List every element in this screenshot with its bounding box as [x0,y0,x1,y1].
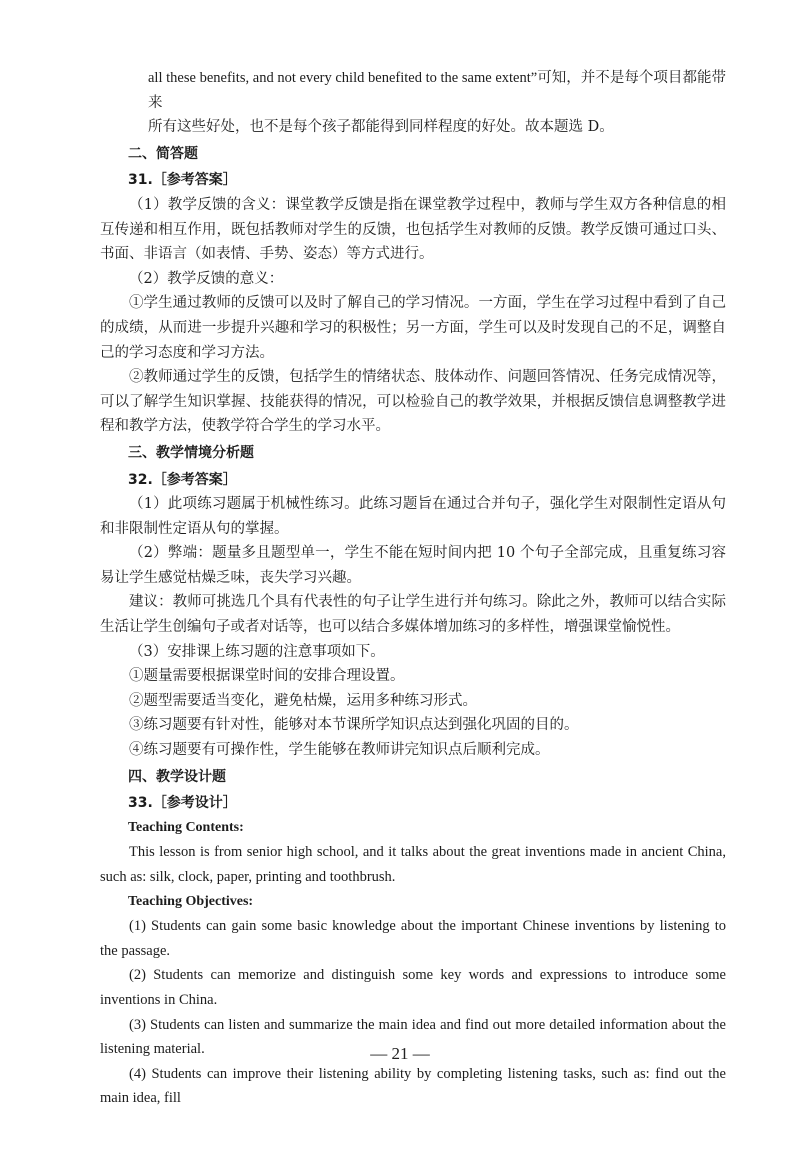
objective-3: (3) Students can listen and summarize the main idea and find out more detailed information about the listening material. [100,1016,726,1058]
page-number: — 21 — [370,1044,430,1063]
q32-paragraph-3: 建议：教师可挑选几个具有代表性的句子让学生进行并句练习。除此之外，教师可以结合实际生活让学生创编句子或者对话等，也可以结合多媒体增加练习的多样性，增强课堂愉悦性。 [100,594,726,636]
objective-1: (1) Students can gain some basic knowledge about the important Chinese inventions by listening to the passage. [100,918,726,959]
section-heading-teaching-design: 四、教学设计题 [128,768,226,785]
q31-paragraph-1: （1）教学反馈的含义：课堂教学反馈是指在课堂教学过程中，教师与学生双方各种信息的相互传递和相互作用，既包括教师对学生的反馈，也包括学生对教师的反馈。教学反馈可通过口头、书面、非语言（如表情、手势、姿态）等方式进行。 [100,196,726,263]
q32-item-2: ②题型需要适当变化，避免枯燥，运用多种练习形式。 [129,692,477,709]
answer-30-tail-line-2: 所有这些好处，也不是每个孩子都能得到同样程度的好处。故本题选 D。 [148,119,614,136]
objective-2: (2) Students can memorize and distinguish some key words and expressions to introduce some inventions in China. [100,967,726,1008]
q32-paragraph-2: （2）弊端：题量多且题型单一，学生不能在短时间内把 10 个句子全部完成，且重复练习容易让学生感觉枯燥乏味，丧失学习兴趣。 [100,545,726,586]
question-33-label: 33.［参考设计］ [128,795,237,812]
section-heading-situation-analysis: 三、教学情境分析题 [128,444,254,461]
teaching-contents-text: This lesson is from senior high school, and it talks about the great inventions made in ancient China, such as: silk, clock, paper, printing and toothbrush. [100,844,726,885]
q32-item-4: ④练习题要有可操作性，学生能够在教师讲完知识点后顺利完成。 [129,742,550,759]
teaching-contents-heading: Teaching Contents: [128,819,244,835]
question-31-label: 31.［参考答案］ [128,172,237,189]
answer-30-tail-line-1: all these benefits, and not every child benefited to the same extent”可知，并不是每个项目都能带来 [148,70,726,111]
q31-paragraph-4: ②教师通过学生的反馈，包括学生的情绪状态、肢体动作、问题回答情况、任务完成情况等，可以了解学生知识掌握、技能获得的情况，可以检验自己的教学效果，并根据反馈信息调整教学进程和教学方法，使教学符合学生的学习水平。 [100,369,726,435]
q32-item-3: ③练习题要有针对性，能够对本节课所学知识点达到强化巩固的目的。 [129,717,579,734]
objective-4: (4) Students can improve their listening ability by completing listening tasks, such as: find out the main idea, fill [100,1065,726,1107]
teaching-objectives-heading: Teaching Objectives: [128,893,254,909]
q32-paragraph-1: （1）此项练习题属于机械性练习。此练习题旨在通过合并句子，强化学生对限制性定语从句和非限制性定语从句的掌握。 [100,496,726,537]
q32-paragraph-4: （3）安排课上练习题的注意事项如下。 [129,643,385,660]
q32-item-1: ①题量需要根据课堂时间的安排合理设置。 [129,668,405,685]
q31-paragraph-2: （2）教学反馈的意义： [129,270,284,287]
page-content [100,66,726,1111]
section-heading-short-answer: 二、简答题 [128,145,198,162]
question-32-label: 32.［参考答案］ [128,471,237,488]
q31-paragraph-3: ①学生通过教师的反馈可以及时了解自己的学习情况。一方面，学生在学习过程中看到了自己的成绩，从而进一步提升兴趣和学习的积极性；另一方面，学生可以及时发现自己的不足，调整自己的学习态度和学习方法。 [100,295,726,361]
